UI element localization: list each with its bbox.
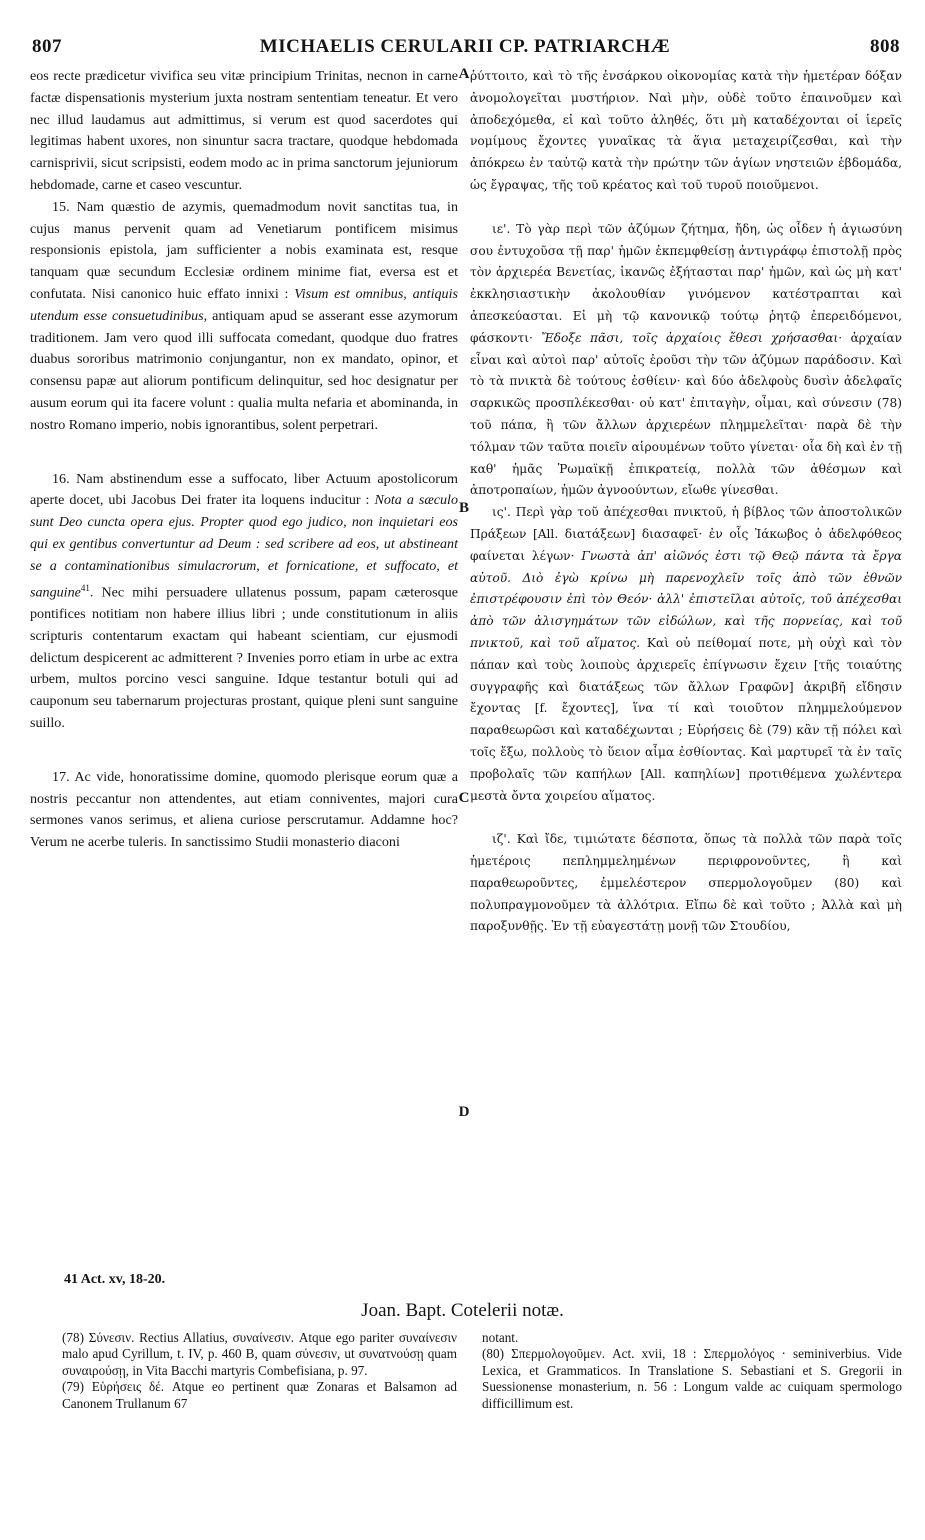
notes-title: Joan. Bapt. Cotelerii notæ. bbox=[361, 1300, 564, 1321]
latin-quote: Visum est omnibus, antiquis utendum esse consuetudinibus, bbox=[30, 285, 458, 324]
latin-text: . Nec mihi persuadere ullatenus possum, papam cæterosque pontifices notitiam non habere illius libri ; unde constitutionum in aliis scripturis contentarum exactam qui habeant scientiam, cur ejusmodi delictum despicerent ac admitterent ? Invenies porro etiam in urbe ac extra urbem, multos porcino vesci sanguine. Idque testantur botuli qui ad cauponum seu tabernarum projecturas prostant, quique pleni sunt sanguine suillo. bbox=[30, 584, 458, 731]
note-78: (78) Σύνεσιν. Rectius Allatius, συναίνεσιν. Atque ego pariter συναίνεσιν malo apud Cyrillum, t. IV, p. 460 B, quam σύνεσιν, ut συνατνούσῃ quam συναιρούσῃ, in Vita Bacchi martyris Combefisiana, p. 97. bbox=[62, 1330, 457, 1378]
scripture-footnote: 41 Act. xv, 18-20. bbox=[64, 1272, 166, 1287]
page-number-right: 808 bbox=[870, 36, 900, 57]
latin-paragraph-17: 17. Ac vide, honoratissime domine, quomodo plerisque eorum quæ a nostris peccantur non attendentes, aut etiam conniventes, majori cura sermones vanos serimus, et aliena curiose perscrutamur. Addamne hoc? Verum ne acerbe tuleris. In sanctissimo Studii monasterio diaconi bbox=[30, 768, 458, 851]
greek-text: Καὶ οὐ πείθομαί ποτε, μὴ οὐχὶ καὶ τὸν πάπαν καὶ τοὺς λοιποὺς ἀρχιερεῖς ἐπίγνωσιν ἔχειν [τῆς τοιαύτης συγγραφῆς καὶ διατάξεως τῶν ἄλλων Γραφῶν] ἀκριβῆ εἴδησιν ἔχοντας [f. ἔχοντες], ἵνα τί καὶ τοιοῦτον πλημμελούμενον παραθεωρῶσι καὶ καταδέχωνται ; Εὑρήσεις δὲ (79) κἂν τῇ πόλει καὶ τοῖς ἔξω, πολλοὺς τὸ ὕειον αἷμα ἐσθίοντας. Καὶ μαρτυρεῖ τὰ ἐν ταῖς προβολαῖς τῶν καπήλων [All. καπηλίων] προτιθέμενα χωλέντερα μεστὰ ὄντα χοιρείου αἵματος. bbox=[470, 635, 902, 803]
latin-paragraph-16 bbox=[30, 469, 458, 735]
latin-paragraph-15 bbox=[30, 197, 458, 437]
greek-quote: Γνωστὰ ἀπ' αἰῶνός ἐστι τῷ Θεῷ πάντα τὰ ἔργα αὐτοῦ. Διὸ ἐγὼ κρίνω μὴ παρενοχλεῖν τοῖς ἀπὸ τῶν ἐθνῶν ἐπιστρέφουσιν ἐπὶ τὸν Θεόν· ἀλλ' ἐπιστεῖλαι αὐτοῖς, τοῦ ἀπέχεσθαι ἀπὸ τῶν ἀλισγημάτων τῶν εἰδώλων, καὶ τῆς πορνείας, καὶ τοῦ πνικτοῦ, καὶ τοῦ αἵματος. bbox=[470, 548, 902, 650]
page-header bbox=[30, 36, 900, 64]
column-marker-b: B bbox=[458, 500, 469, 516]
greek-paragraph-15 bbox=[470, 219, 902, 502]
greek-text: ις'. Περὶ γὰρ τοῦ ἀπέχεσθαι πνικτοῦ, ἡ βίβλος τῶν ἀποστολικῶν Πράξεων [All. διατάξεων] διασαφεῖ· ἐν οἷς Ἰάκωβος ὁ ἀδελφόθεος φαίνεται λέγων· bbox=[470, 505, 902, 563]
latin-column bbox=[30, 66, 458, 854]
note-79: (79) Εὑρήσεις δέ. Atque eo pertinent quæ Zonaras et Balsamon ad Canonem Trullanum 67 bbox=[62, 1379, 457, 1411]
greek-column bbox=[470, 66, 902, 938]
greek-paragraph-16 bbox=[470, 502, 902, 807]
note-80: (80) Σπερμολογοῦμεν. Act. xvii, 18 : Σπερμολόγος · seminiverbius. Vide Lexica, et Grammaticos. In Translatione S. Sebastiani et S. Gregorii in Suessionense monasterium, n. 56 : Longum valde ac cuiquam spermologo difficillimum est. bbox=[482, 1346, 902, 1411]
greek-paragraph-17: ιζ'. Καὶ ἴδε, τιμιώτατε δέσποτα, ὅπως τὰ πολλὰ τῶν παρὰ τοῖς ἡμετέροις πεπλημμελημένων περιφρονοῦντες, ἢ καὶ παραθεωροῦντες, ἐμμελέστερον σπερμολογοῦμεν (80) καὶ πολυπραγμονοῦμεν τὰ ἀλλότρια. Εἴπω δὲ καὶ τοῦτο ; Ἀλλὰ καὶ μὴ παροξυνθῇς. Ἐν τῇ εὐαγεστάτῃ μονῇ τῶν Στουδίου, bbox=[470, 832, 902, 934]
footnote-reference: 41 bbox=[80, 582, 90, 593]
latin-paragraph-1: eos recte prædicetur vivifica seu vitæ principium Trinitas, necnon in carne factæ dispensationis mysterium juxta nostram sententiam teneatur. Et vero nec illud laudamus aut admittimus, si verum est quod sacerdotes qui legitimas habent uxores, non sinuntur sacra tractare, quodque hebdomada carnisprivii, sicut scripsisti, eodem modo ac in prima sanctorum jejuniorum hebdomade, carne et caseo vescuntur. bbox=[30, 68, 458, 193]
running-title: MICHAELIS CERULARII CP. PATRIARCHÆ bbox=[259, 36, 671, 57]
notes-left-column bbox=[62, 1330, 457, 1412]
latin-quote: Nota a sæculo sunt Deo cuncta opera ejus. Propter quod ego judico, non inquietari eos qui ex gentibus convertuntur ad Deum : sed scribere ad eos, ut abstineant se a contaminationibus simulacrorum, et fornicatione, et suffocato, et sanguine bbox=[30, 492, 458, 601]
page-number-left: 807 bbox=[32, 36, 62, 57]
latin-text: antiquam apud se asserant esse azymorum traditionem. Jam vero quod illi suffocata comedant, quodque duo fratres duabus sororibus matrimonio conjungantur, non ex mandato, opinor, et consensu papæ aut aliorum pontificum delinquitur, sed hoc designatur per ausum eorum qui ita facere volunt : qualia multa nefaria et abominanda, in nostro Romano imperio, nobis ignorantibus, solent perpetrari. bbox=[30, 307, 458, 433]
greek-text: ἀρχαίαν εἶναι καὶ αὐτοὶ παρ' αὐτοῖς ἐροῦσι τὴν τῶν ἀζύμων παράδοσιν. Καὶ τὸ τὰ πνικτὰ δὲ τούτους ἐσθίειν· καὶ δύο ἀδελφοὺς δυσὶν ἀδελφαῖς σαρκικῶς προσπλέκεσθαι· οὐ κατ' ἐπιταγὴν, οἶμαι, καὶ σύνεσιν (78) τοῦ πάπα, ἢ τῶν ἄλλων ἀρχιερέων πλημμελεῖται· παρὰ δὲ τὴν τόλμαν τῶν ταῦτα ποιεῖν αἱρουμένων τοῦτο γίνεται· οἷα δὴ καὶ ἐν τῇ καθ' ἡμᾶς Ῥωμαϊκῇ ἐπικρατείᾳ, πολλὰ τῶν ἀθέσμων καὶ ἀποτροπαίων, ἡμῶν ἀγνοούντων, εἴωθε γίνεσθαι. bbox=[470, 330, 903, 498]
notes-right-column bbox=[482, 1330, 902, 1412]
column-marker-d: D bbox=[458, 1104, 470, 1120]
latin-text: 15. Nam quæstio de azymis, quemadmodum novit sanctitas tua, in cujus manus pervenit quam ad Venetiarum pontificem misimus responsionis epistola, jam sufficienter a nobis examinata est, resque tanquam quæ secundum Ecclesiæ ordinem minime fiat, eversa est et confutata. Nisi canonico huic effato innixi : bbox=[30, 198, 458, 302]
note-79-continuation: notant. bbox=[482, 1330, 519, 1345]
latin-text: 16. Nam abstinendum esse a suffocato, liber Actuum apostolicorum aperte docet, ubi Jacobus Dei frater ita loquens inducitur : bbox=[30, 470, 458, 509]
greek-text: ιε'. Τὸ γὰρ περὶ τῶν ἀζύμων ζήτημα, ἤδη, ὡς οἶδεν ἡ ἁγιωσύνη σου ἐντυχοῦσα τῇ παρ' ἡμῶν ἐκπεμφθείσῃ ἀντιγράφῳ ἐπιστολῇ πρὸς τὸν ἀρχιερέα Βενετίας, ἱκανῶς ἐξήτασται παρ' ἡμῶν, καὶ ὡς μὴ κατ' ἐκκλησιαστικὴν ἀκολουθίαν γινόμενον κατέστραπται καὶ ἀπεσκεύασται. Εἰ μὴ τῷ κανονικῷ τούτῳ ῥητῷ ἐπερειδόμενοι, φάσκοντι· bbox=[470, 221, 902, 345]
greek-quote: Ἔδοξε πᾶσι, τοῖς ἀρχαίοις ἔθεσι χρήσασθαι· bbox=[541, 330, 843, 345]
column-marker-a: A bbox=[458, 66, 470, 82]
greek-paragraph-1: ῥύττοιτο, καὶ τὸ τῆς ἐνσάρκου οἰκονομίας κατὰ τὴν ἡμετέραν δόξαν ἀνομολογεῖται μυστήριον. Ναὶ μὴν, οὐδὲ τοῦτο ἐπαινοῦμεν καὶ ἀποδεχόμεθα, εἰ καὶ τοῦτο ἀληθές, ὅτι μὴ καταδέχονται οἱ ἱερεῖς νομίμους ἔχοντες γυναῖκας τὰ ἅγια μεταχειρίζεσθαι, καὶ τὴν ἀπόκρεω ἐν ταὐτῷ κατὰ τὴν πρώτην τῶν ἁγίων νηστειῶν ἑβδομάδα, ὡς ἔγραψας, τῆς τοῦ κρέατος καὶ τοῦ τυροῦ ποιοῦμενοι. bbox=[470, 69, 902, 192]
column-marker-c: C bbox=[458, 790, 470, 806]
